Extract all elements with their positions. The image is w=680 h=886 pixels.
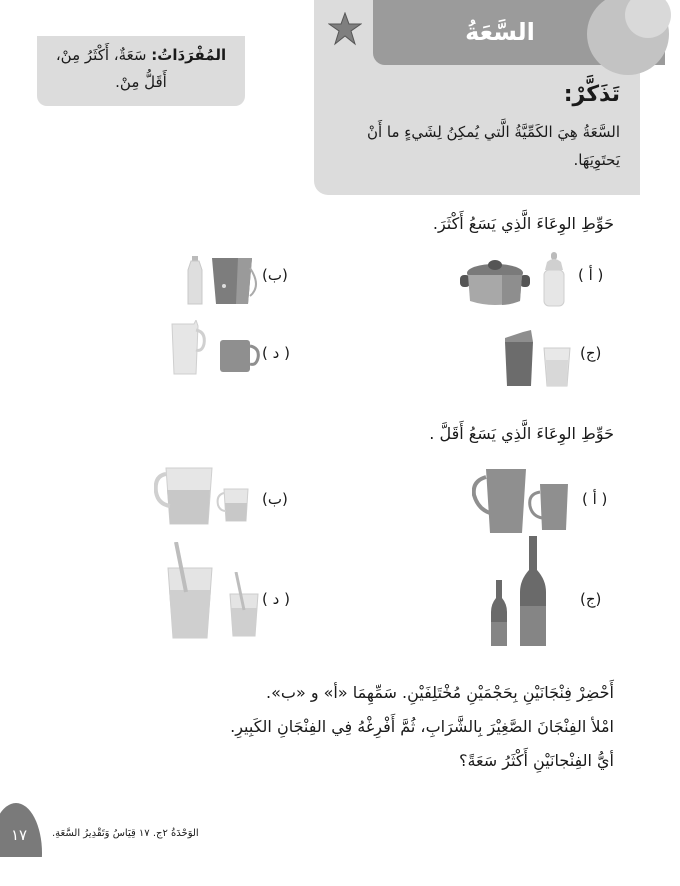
q1-option-d-label[interactable]: ( د ) [262,344,290,362]
vocab-line-2: أَقَلُّ مِنْ. [115,73,167,91]
pitcher-icon[interactable] [168,320,208,376]
activity-instructions [194,676,614,778]
vocab-line-1 [47,42,235,69]
q1-option-c-label[interactable]: (ج) [580,344,602,362]
large-jug-icon[interactable] [154,466,214,526]
baby-bottle-icon[interactable] [541,252,567,308]
activity-line-2: امْلأ الفِنْجَانَ الصَّغِيْرَ بِالشَّرَابِ، ثُمَّ أَفْرِغْهُ فِي الفِنْجَانِ الكَبِيرِ. [230,717,614,736]
sippy-cup-icon[interactable] [503,328,535,388]
small-mug-icon[interactable] [528,482,570,532]
vocabulary-box [37,36,245,106]
q1-option-b-label[interactable]: (ب) [262,266,288,284]
q2-option-c-label[interactable]: (ج) [580,590,602,608]
activity-line-1: أَحْضِرْ فِنْجَانَيْنِ بِحَجْمَيْنِ مُخْتَلِفَيْنِ. سَمِّهِمَا «أ» و «ب». [266,683,614,702]
large-mug-icon[interactable] [472,467,528,535]
page-title: السَّعَةُ [465,18,535,46]
vocab-label: المُفْرَدَاتُ: [151,46,227,64]
large-bottle-icon[interactable] [518,536,548,648]
remember-definition: السَّعَةُ هِيَ الكَمِّيَّةُ الَّتي يُمكِنُ لِشَيءٍ ما أَنْ يَحتَوِيَهَا. [366,123,620,169]
small-jug-icon[interactable] [216,487,250,523]
large-glass-straw-icon[interactable] [166,542,214,640]
q2-option-b-label[interactable]: (ب) [262,490,288,508]
page-number: ١٧ [10,826,28,844]
cooking-pot-icon[interactable] [460,257,530,307]
glass-icon[interactable] [543,344,571,388]
vocab-terms: سَعَةٌ، أَكْثَرُ مِنْ، [55,46,147,64]
q2-option-d-label[interactable]: ( د ) [262,590,290,608]
mug-icon[interactable] [218,338,260,374]
star-icon [328,12,362,46]
question-2-instruction: حَوِّطِ الوِعَاءَ الَّذِي يَسَعُ أَقَلَّ . [429,424,614,443]
small-glass-straw-icon[interactable] [228,572,260,638]
question-1-instruction: حَوِّطِ الوِعَاءَ الَّذِي يَسَعُ أَكْثَرَ. [432,214,614,233]
q1-option-a-label[interactable]: ( أ ) [578,266,604,284]
footer-unit-caption: الوَحْدَةُ ٢ج. ١٧ قِيَاسُ وَتَقْدِيرُ السَّعَةِ. [52,828,199,839]
q2-option-a-label[interactable]: ( أ ) [582,490,608,508]
bucket-icon[interactable] [210,256,260,306]
small-bottle-icon[interactable] [490,580,508,648]
water-bottle-icon[interactable] [186,256,204,306]
remember-heading: تَذَكَّرْ: [563,82,620,107]
activity-line-3: أيُّ الفِنْجانَيْنِ أَكْثَرُ سَعَةً؟ [458,751,614,770]
